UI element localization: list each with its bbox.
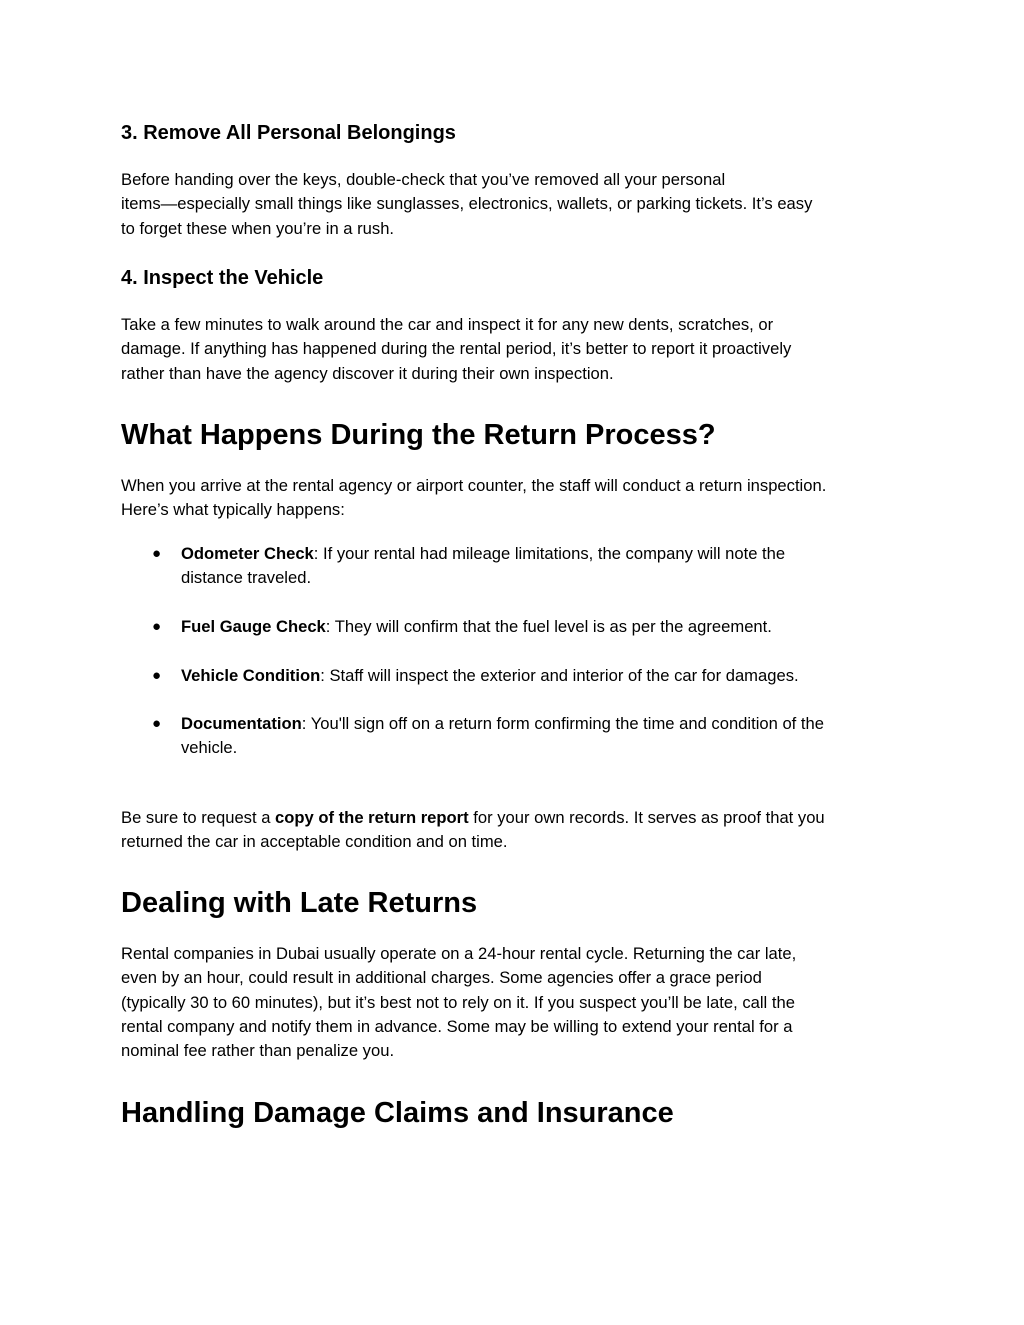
paragraph-line: damage. If anything has happened during the rental period, it’s better to report it proactively xyxy=(121,339,792,359)
paragraph-line: items—especially small things like sunglasses, electronics, wallets, or parking tickets. It’s easy xyxy=(121,194,813,214)
text-segment: Be sure to request a xyxy=(121,808,276,827)
paragraph-line: When you arrive at the rental agency or airport counter, the staff will conduct a return inspection. xyxy=(121,476,827,495)
heading-remove-belongings: 3. Remove All Personal Belongings xyxy=(121,122,456,144)
heading-late-returns: Dealing with Late Returns xyxy=(121,887,478,919)
list-item-line xyxy=(181,712,911,736)
list-item-text xyxy=(181,615,911,639)
paragraph-line: to forget these when you’re in a rush. xyxy=(121,218,395,238)
bullet-icon: ● xyxy=(152,618,162,635)
list-item-term: Documentation xyxy=(181,714,302,733)
paragraph-line: Before handing over the keys, double-check that you’ve removed all your personal xyxy=(121,170,726,189)
paragraph-line: (typically 30 to 60 minutes), but it’s best not to rely on it. If you suspect you’ll be late, call the xyxy=(121,992,795,1012)
paragraph-line: rather than have the agency discover it during their own inspection. xyxy=(121,363,614,383)
list-item-term: Odometer Check xyxy=(181,544,314,563)
list-item-description: : You'll sign off on a return form confirming the time and condition of the xyxy=(301,714,824,733)
paragraph-line: Here’s what typically happens: xyxy=(121,500,345,520)
paragraph-line: even by an hour, could result in additional charges. Some agencies offer a grace period xyxy=(121,968,762,988)
paragraph-inspect-vehicle xyxy=(121,313,911,386)
list-item-text xyxy=(181,542,911,591)
paragraph-line: Rental companies in Dubai usually operate on a 24-hour rental cycle. Returning the car late, xyxy=(121,944,797,963)
paragraph-line: nominal fee rather than penalize you. xyxy=(121,1041,395,1061)
list-item-line: distance traveled. xyxy=(181,568,312,588)
list-item-term: Vehicle Condition xyxy=(181,666,321,685)
list-item-text xyxy=(181,664,911,688)
heading-damage-claims: Handling Damage Claims and Insurance xyxy=(121,1097,674,1129)
heading-inspect-vehicle: 4. Inspect the Vehicle xyxy=(121,267,324,289)
paragraph-line: returned the car in acceptable condition and on time. xyxy=(121,832,508,852)
bullet-icon: ● xyxy=(152,667,162,684)
list-item-term: Fuel Gauge Check xyxy=(181,617,326,636)
list-item-description: : They will confirm that the fuel level is as per the agreement. xyxy=(325,617,772,636)
paragraph-remove-belongings xyxy=(121,168,911,241)
list-item-line xyxy=(181,615,911,639)
list-item-description: : Staff will inspect the exterior and interior of the car for damages. xyxy=(320,666,799,685)
paragraph-return-intro xyxy=(121,474,911,523)
bullet-icon: ● xyxy=(152,715,162,732)
list-item-line: vehicle. xyxy=(181,738,238,758)
list-item-text xyxy=(181,712,911,761)
list-item-description: : If your rental had mileage limitations, the company will note the xyxy=(313,544,786,563)
paragraph-return-report xyxy=(121,806,911,855)
paragraph-line: Take a few minutes to walk around the car and inspect it for any new dents, scratches, or xyxy=(121,315,774,334)
bullet-icon: ● xyxy=(152,545,162,562)
paragraph-line: rental company and notify them in advance. Some may be willing to extend your rental for a xyxy=(121,1016,793,1036)
list-item-line xyxy=(181,664,911,688)
text-segment: for your own records. It serves as proof that you xyxy=(468,808,825,827)
paragraph-line xyxy=(121,806,911,830)
paragraph-late-returns xyxy=(121,942,911,1063)
bold-phrase: copy of the return report xyxy=(275,808,469,827)
heading-return-process: What Happens During the Return Process? xyxy=(121,419,716,451)
list-item-line xyxy=(181,542,911,566)
